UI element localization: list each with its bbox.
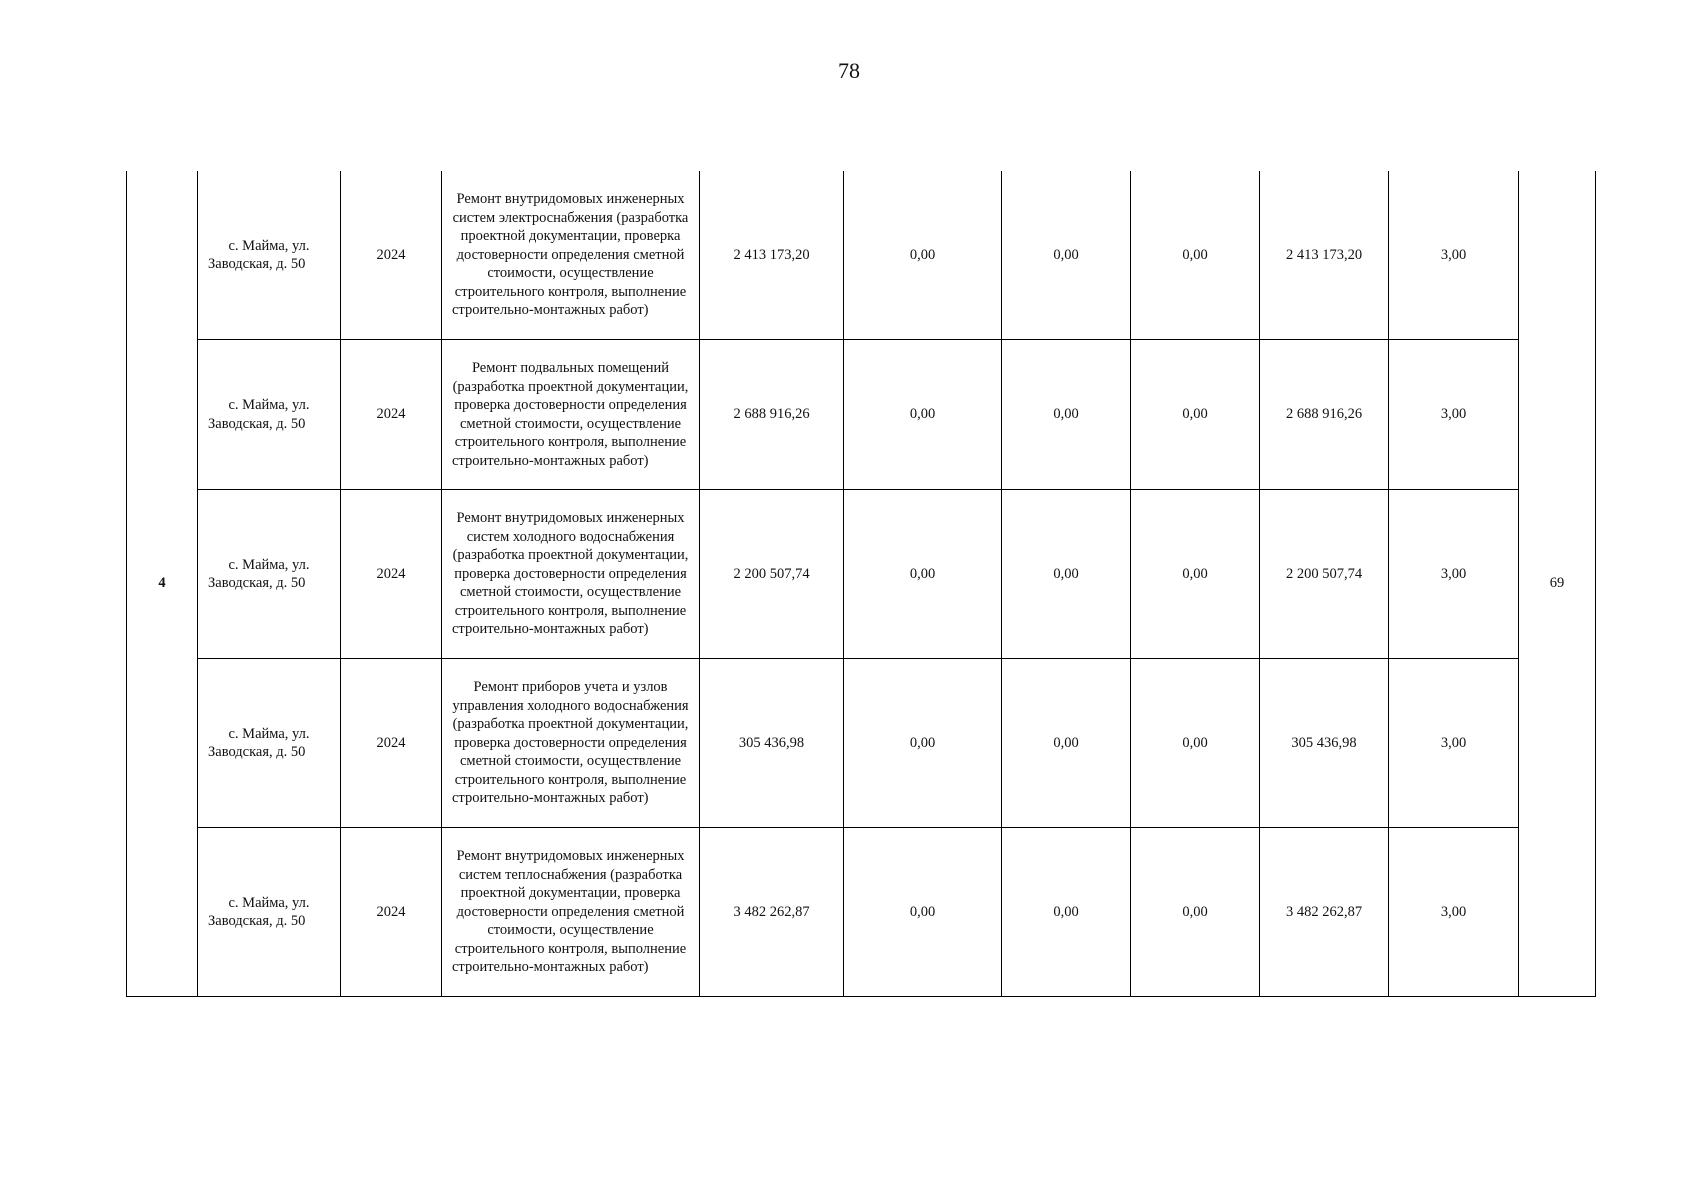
amount-cell: 0,00 [1131,340,1260,490]
address-cell: с. Майма, ул. Заводская, д. 50 [198,659,341,828]
work-description-cell: Ремонт внутридомовых инженерных систем электроснабжения (разработка проектной документации, проверка достоверности определения сметной стоимости, осуществление строительного контроля, выполнение строительно-монтажных работ) [442,171,700,340]
amount-cell: 0,00 [844,340,1002,490]
amount-cell: 0,00 [844,659,1002,828]
amount-cell: 3 482 262,87 [1260,828,1389,997]
amount-cell: 0,00 [1002,490,1131,659]
amount-cell: 0,00 [1002,828,1131,997]
amount-cell: 0,00 [844,490,1002,659]
address-cell: с. Майма, ул. Заводская, д. 50 [198,828,341,997]
amount-cell: 0,00 [1002,659,1131,828]
work-description-cell: Ремонт приборов учета и узлов управления холодного водоснабжения (разработка проектной документации, проверка достоверности определения сметной стоимости, осуществление строительного контроля, выполнение строительно-монтажных работ) [442,659,700,828]
total-cost-cell: 2 688 916,26 [700,340,844,490]
amount-cell: 0,00 [1131,490,1260,659]
year-cell: 2024 [341,828,442,997]
amount-cell: 2 413 173,20 [1260,171,1389,340]
year-cell: 2024 [341,171,442,340]
group-number-cell: 4 [127,171,198,997]
last-column-cell: 69 [1519,171,1596,997]
amount-cell: 0,00 [844,171,1002,340]
table-row [127,340,1596,490]
amount-cell: 2 688 916,26 [1260,340,1389,490]
amount-cell: 0,00 [1002,171,1131,340]
rate-cell: 3,00 [1389,828,1519,997]
amount-cell: 0,00 [1131,659,1260,828]
work-description-cell: Ремонт подвальных помещений (разработка проектной документации, проверка достоверности определения сметной стоимости, осуществление строительного контроля, выполнение строительно-монтажных работ) [442,340,700,490]
amount-cell: 305 436,98 [1260,659,1389,828]
table-row [127,659,1596,828]
amount-cell: 0,00 [1131,828,1260,997]
rate-cell: 3,00 [1389,659,1519,828]
table-row [127,828,1596,997]
table-row [127,171,1596,340]
amount-cell: 0,00 [844,828,1002,997]
total-cost-cell: 3 482 262,87 [700,828,844,997]
rate-cell: 3,00 [1389,171,1519,340]
repair-plan-table [126,171,1596,997]
rate-cell: 3,00 [1389,490,1519,659]
year-cell: 2024 [341,490,442,659]
total-cost-cell: 2 200 507,74 [700,490,844,659]
table-row [127,490,1596,659]
amount-cell: 0,00 [1131,171,1260,340]
total-cost-cell: 2 413 173,20 [700,171,844,340]
address-cell: с. Майма, ул. Заводская, д. 50 [198,490,341,659]
total-cost-cell: 305 436,98 [700,659,844,828]
year-cell: 2024 [341,659,442,828]
year-cell: 2024 [341,340,442,490]
work-description-cell: Ремонт внутридомовых инженерных систем теплоснабжения (разработка проектной документации, проверка достоверности определения сметной стоимости, осуществление строительного контроля, выполнение строительно-монтажных работ) [442,828,700,997]
amount-cell: 0,00 [1002,340,1131,490]
amount-cell: 2 200 507,74 [1260,490,1389,659]
page-number: 78 [838,58,860,83]
address-cell: с. Майма, ул. Заводская, д. 50 [198,171,341,340]
work-description-cell: Ремонт внутридомовых инженерных систем холодного водоснабжения (разработка проектной документации, проверка достоверности определения сметной стоимости, осуществление строительного контроля, выполнение строительно-монтажных работ) [442,490,700,659]
rate-cell: 3,00 [1389,340,1519,490]
address-cell: с. Майма, ул. Заводская, д. 50 [198,340,341,490]
